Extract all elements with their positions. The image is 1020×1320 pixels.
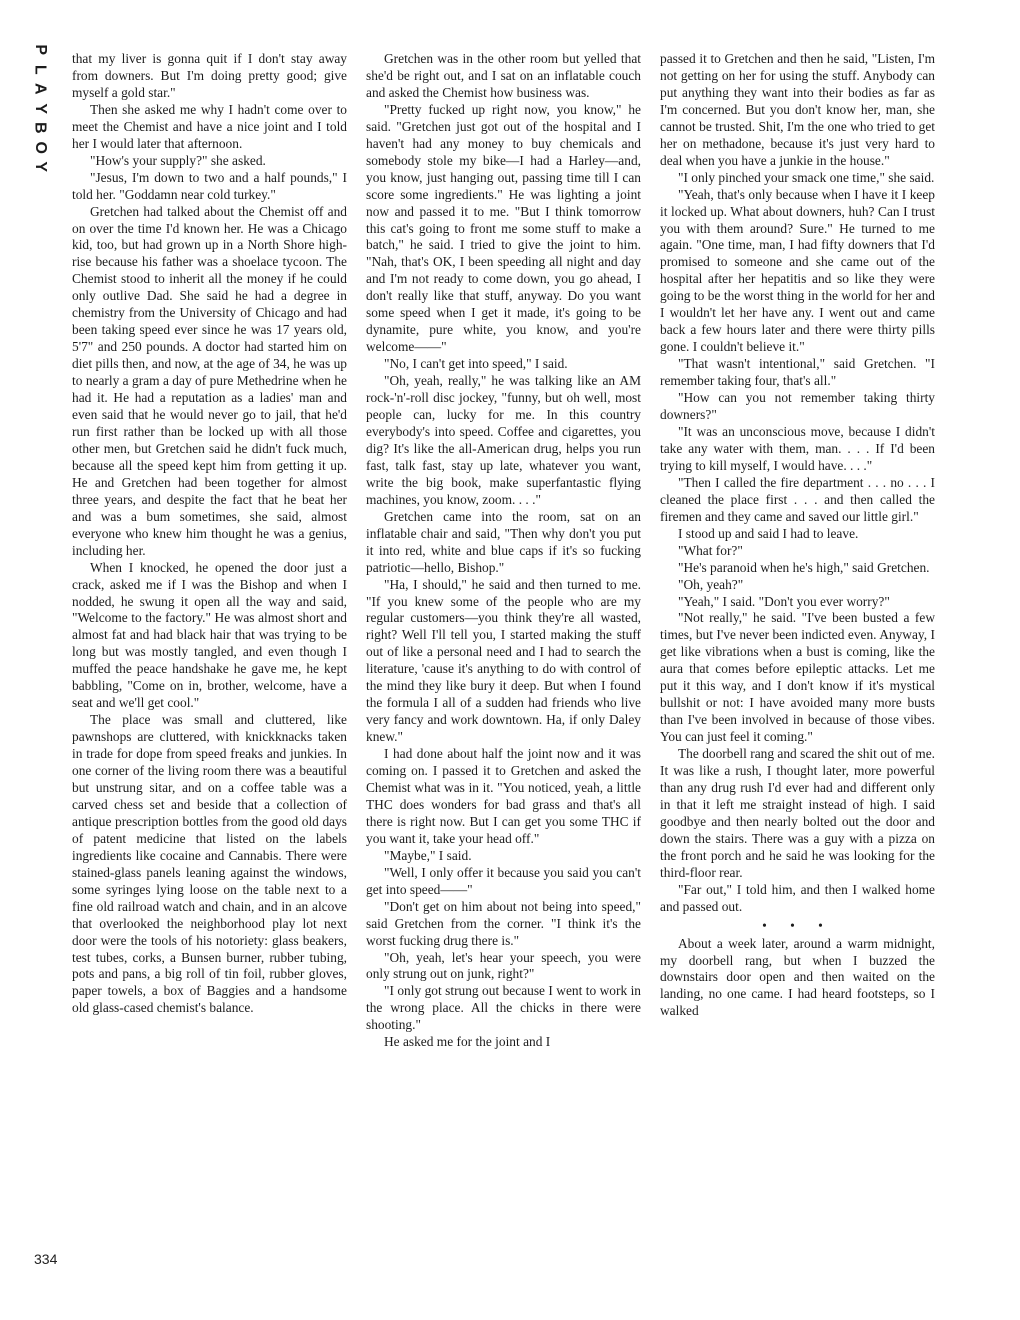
paragraph: "Oh, yeah?" (678, 576, 744, 592)
paragraph: passed it to Gretchen and then he said, "Listen, I'm not getting on her for using the stuff. Anybody can put anything they want into their bodies as far as I'm concerned. But you don't know her, man, she cannot be trusted. Shit, I'm the one who tried to get her on methadone, because it's just very hard to deal when you have a junkie in the house." (660, 51, 935, 168)
paragraph: "Far out," I told him, and then I walked home and passed out. (660, 881, 935, 914)
masthead-letter: A (31, 82, 49, 95)
paragraph: "Oh, yeah, let's hear your speech, you were only strung out on junk, right?" (366, 949, 641, 982)
paragraph: "Maybe," I said. (384, 847, 472, 863)
paragraph: Gretchen was in the other room but yelled that she'd be right out, and I sat on an inflatable couch and asked the Chemist how business was. (366, 51, 641, 100)
paragraph: "Jesus, I'm down to two and a half pounds," I told her. "Goddamn near cold turkey." (72, 169, 347, 202)
paragraph: "How can you not remember taking thirty downers?" (660, 390, 935, 423)
paragraph: "What for?" (678, 542, 743, 558)
paragraph: "I only got strung out because I went to work in the wrong place. All the chicks in there were shooting." (366, 983, 641, 1033)
paragraph: Gretchen had talked about the Chemist off and on over the time I'd known her. He was a Chicago kid, too, but had grown up in a North Shore high-rise because his father was a shoelace tycoon. The Chemist stood to inherit all the money if he could only outlive Dad. She said he had a degree in chemistry from the University of Chicago and had been taking speed ever since he was 17 years old, 5'7" and 250 pounds. A doctor had started him on diet pills then, and now, at the age of 34, he was up to nearly a gram a day of pure Methedrine when he had it. He had a reputation as a ladies' man and even said that he would never go to jail, that he'd run first rather than be locked up with all those other men, but Gretchen said he didn't fuck much, because all the speed kept him from getting it up. He and Gretchen had been together for almost three years, and despite the fact that he beat her and was a bum sometimes, she said, almost everyone who knew him thought he was a genius, including her. (72, 203, 347, 558)
text-column-2 (366, 51, 641, 1051)
paragraph: that my liver is gonna quit if I don't stay away from downers. But I'm doing pretty good; give myself a gold star." (72, 51, 347, 100)
paragraph: The place was small and cluttered, like pawnshops are cluttered, with knickknacks taken in trade for dope from speed freaks and junkies. In one corner of the living room there was a beautiful but unstrung sitar, and on a coffee table was a carved chess set and beside that a collection of antique prescription bottles from the good old days of patent medicine that listed on the labels ingredients like cocaine and Cannabis. There were stained-glass panels leaning against the windows, some syringes lying loose on the table next to a fine old railroad watch and chain, and in an alcove that overlooked the neighborhood play lot next door were the tools of his notoriety: glass beakers, test tubes, corks, a Bunsen burner, rubber tubing, pots and pans, a big roll of tin foil, rubber gloves, paper towels, a box of Baggies and a handsome old glass-cased chemist's balance. (72, 712, 347, 1016)
paragraph: "Well, I only offer it because you said you can't get into speed——" (366, 864, 641, 897)
paragraph: "It was an unconscious move, because I didn't take any water with them, man. . . . If I'd been trying to kill myself, I would have. . . ." (660, 423, 935, 473)
masthead-letter: B (31, 121, 49, 134)
paragraph: When I knocked, he opened the door just a crack, asked me if I was the Bishop and when I nodded, he swung it open all the way and said, "Welcome to the factory." He was almost short and almost fat and had black hair that was trying to be long but was mostly tangled, and even though I muffed the peace handshake he gave me, he kept babbling, "Come on in, brother, welcome, have a seat and we'll get cool." (72, 559, 347, 711)
paragraph: I stood up and said I had to leave. (678, 525, 859, 541)
masthead-letter: L (31, 64, 49, 75)
masthead-letter: Y (31, 102, 49, 114)
paragraph: "Not really," he said. "I've been busted a few times, but I've never been indicted even. Anyway, I get like vibrations when a bust is coming, like the aura that comes before epileptic attacks. Let me put it this way, and I don't know if it's mystical bullshit or not: I have avoided many more busts than I've been involved in because of those vibes. You can just feel it coming." (660, 610, 935, 745)
paragraph: "He's paranoid when he's high," said Gretchen. (678, 559, 930, 575)
paragraph: "Yeah, that's only because when I have it I keep it locked up. What about downers, huh? Can I trust you with them around? Sure." He turned to me again. "One time, man, I had fifty downers that I'd promised to someone and she came out of the hospital after her hepatitis and so like they were going to be the worst thing in the world for her and I wouldn't let her have any. I went out and came back a few hours later and there were thirty pills gone. I couldn't believe it." (660, 186, 935, 355)
paragraph: I had done about half the joint now and it was coming on. I passed it to Gretchen and asked the Chemist what was in it. "You noticed, yeah, a little THC does wonders for bad grass and that's all there is right now. But I can get you some THC if you want it, take your head off." (366, 746, 641, 846)
paragraph: "I only pinched your smack one time," she said. (678, 169, 935, 185)
paragraph: "How's your supply?" she asked. (90, 152, 266, 168)
paragraph: He asked me for the joint and I (384, 1034, 551, 1050)
paragraph: Gretchen came into the room, sat on an inflatable chair and said, "Then why don't you put it into red, white and blue caps if it's so fucking patriotic—hello, Bishop." (366, 508, 641, 575)
masthead-letter: Y (31, 161, 49, 173)
paragraph: Then she asked me why I hadn't come over to meet the Chemist and have a nice joint and I told her I would later that afternoon. (72, 101, 347, 151)
text-column-3 (660, 51, 935, 1020)
magazine-masthead (28, 40, 52, 177)
masthead-letter: P (31, 44, 49, 56)
masthead-letter: O (31, 141, 49, 154)
paragraph: "That wasn't intentional," said Gretchen. "I remember taking four, that's all." (660, 356, 935, 389)
section-break: • • • (762, 917, 833, 933)
paragraph: About a week later, around a warm midnight, my doorbell rang, but when I buzzed the downstairs door open and then waited on the landing, no one came. I had heard footsteps, so I walked (660, 935, 935, 1019)
paragraph: "Pretty fucked up right now, you know," he said. "Gretchen just got out of the hospital and I haven't had any money to buy chemicals and somebody stole my bike—I had a Harley—and, you know, just hanging out, passing time till I can score some ingredients." He was lighting a joint now and passed it to me. "But I think tomorrow this cat's going to front me some stuff to make a batch," he said. I tried to give the joint to him. "Nah, that's OK, I been speeding all night and day and I'm not ready to come down, you go ahead, I don't really like that stuff, anyway. Do you want some speed when I get it made, it's going to be dynamite, pure white, you know, and you're welcome——" (366, 101, 641, 355)
page-number: 334 (34, 1251, 58, 1267)
paragraph: "Then I called the fire department . . . no . . . I cleaned the place first . . . and then called the firemen and they came and saved our little girl." (660, 474, 935, 524)
paragraph: The doorbell rang and scared the shit out of me. It was like a rush, I thought later, more powerful than any drug rush I'd ever had and different only in that it left me straight instead of high. I said goodbye and then nearly bolted out the door and down the stairs. There was a guy with a pizza on the front porch and he said he was looking for the third-floor rear. (660, 746, 935, 880)
paragraph: "No, I can't get into speed," I said. (384, 356, 568, 372)
paragraph: "Don't get on him about not being into speed," said Gretchen from the corner. "I think it's the worst fucking drug there is." (366, 898, 641, 948)
text-column-1 (72, 51, 347, 1017)
paragraph: "Oh, yeah, really," he was talking like an AM rock-'n'-roll disc jockey, "funny, but oh well, most people can, lucky for me. In this country everybody's into speed. Coffee and cigarettes, you dig? It's like the all-American drug, helps you run fast, talk fast, stay up late, whatever you want, write the big book, make superfantastic flying machines, you know, zoom. . . ." (366, 373, 641, 507)
paragraph: "Ha, I should," he said and then turned to me. "If you knew some of the people who are my regular customers—you think they're all wasted, right? Well I'll tell you, I started making the stuff out of like a personal need and I had to search the literature, 'cause it's anything to do with control of the mind they like bury it deep. But when I found the formula I all of a sudden had friends who live very fancy and work downtown. Ha, if only Daley knew." (366, 576, 641, 745)
paragraph: "Yeah," I said. "Don't you ever worry?" (678, 593, 890, 609)
